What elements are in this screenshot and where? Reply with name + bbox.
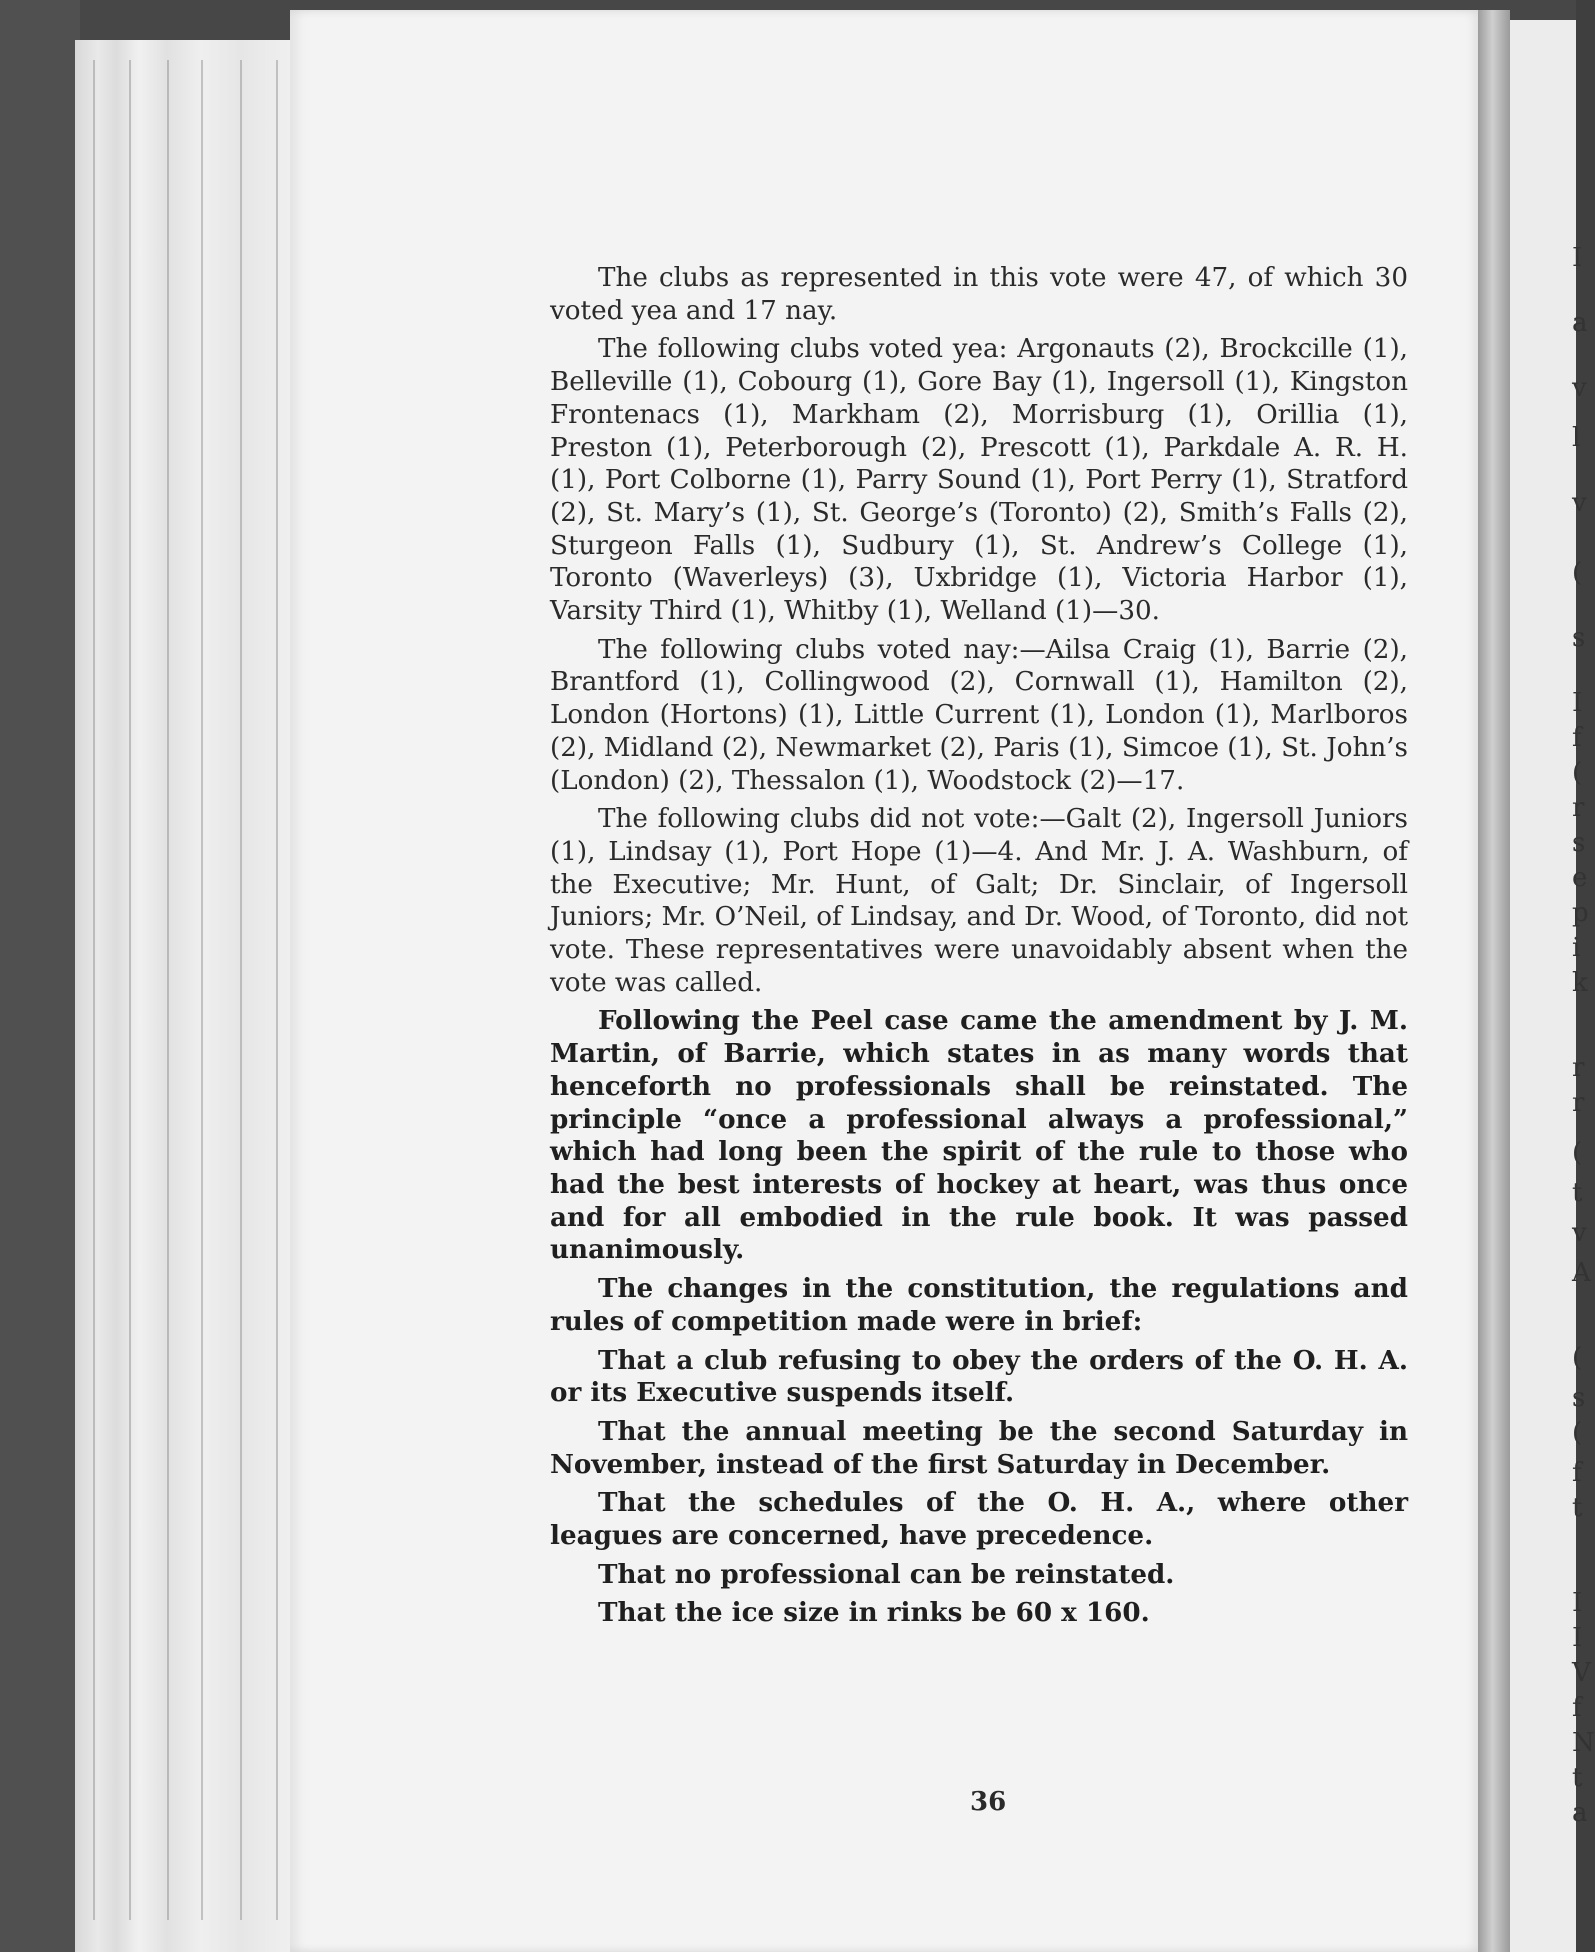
paragraph: The changes in the constitution, the regulations and rules of competition made were in brief: [550, 1273, 1408, 1337]
rule-item: That the annual meeting be the second Saturday in November, instead of the first Saturday in December. [550, 1415, 1408, 1480]
page-edge-line [167, 60, 169, 1920]
fragment-letter: N [1572, 1728, 1595, 1758]
rule-item: That the ice size in rinks be 60 x 160. [598, 1597, 1150, 1629]
paragraph: The following clubs voted yea: Argonauts (2), Brockcille (1), Belleville (1), Cobourg (1), Gore Bay (1), Ingersoll (1), Kingston Frontenacs (1), Markham (2), Morrisburg (1), Orillia (1), Preston (1), Peterborough (2), Prescott (1), Parkdale A. R. H. (1), Port Colborne (1), Parry Sound (1), Port Perry (1), Stratford (2), St. Mary’s (1), St. George’s (Toronto) (2), Smith’s Falls (2), Sturgeon Falls (1), Sudbury (1), St. Andrew’s College (1), Toronto (Waverleys) (3), Uxbridge (1), Victoria Harbor (1), Varsity Third (1), Whitby (1), Welland (1)—30. [550, 334, 1408, 627]
fragment-letter: a [1572, 1798, 1588, 1828]
paragraph: Following the Peel case came the amendment by J. M. Martin, of Barrie, which states in as many words that henceforth no professionals shall be reinstated. The principle “once a professional always a professional,” which had long been the spirit of the rule to those who had the best interests of hockey at heart, was thus once and for all embodied in the rule book. It was passed unanimously. [550, 1005, 1408, 1266]
fragment-letter: v [1572, 1218, 1587, 1248]
fragment-letter: r [1572, 793, 1585, 823]
book-page-edges [75, 40, 305, 1952]
adjacent-page-fragment [1510, 20, 1595, 1952]
fragment-letter: i [1572, 933, 1581, 963]
fragment-letter: I [1572, 688, 1583, 718]
fragment-letter: ( [1572, 1418, 1583, 1448]
fragment-letter: f [1572, 723, 1582, 753]
fragment-letter: ( [1572, 1138, 1583, 1168]
fragment-letter: f [1572, 1693, 1582, 1723]
page-edge-line [129, 60, 131, 1920]
fragment-letter: v [1572, 488, 1587, 518]
fragment-letter: a [1572, 308, 1588, 338]
fragment-letter: ( [1572, 758, 1583, 788]
fragment-letter: V [1572, 1658, 1591, 1688]
scan-background-left [0, 0, 80, 1952]
fragment-letter: e [1572, 863, 1588, 893]
fragment-letter: t [1572, 1178, 1583, 1208]
fragment-letter: k [1572, 968, 1588, 998]
fragment-letter: r [1572, 1088, 1585, 1118]
rule-item: That no professional can be reinstated. [598, 1558, 1175, 1590]
fragment-letter: A [1572, 1258, 1591, 1288]
fragment-letter: r [1572, 1053, 1585, 1083]
paragraph: The clubs as represented in this vote were 47, of which 30 voted yea and 17 nay. [550, 263, 1408, 326]
fragment-letter: I [1572, 243, 1583, 273]
fragment-letter: l [1572, 423, 1581, 453]
page-edge-line [93, 60, 95, 1920]
fragment-letter: I [1572, 1623, 1583, 1653]
rule-item: That a club refusing to obey the orders of the O. H. A. or its Executive suspends itself. [550, 1344, 1408, 1409]
fragment-letter: s [1572, 828, 1586, 858]
fragment-letter: v [1572, 373, 1587, 403]
paragraph: The following clubs did not vote:—Galt (2), Ingersoll Juniors (1), Lindsay (1), Port Hope (1)—4. And Mr. J. A. Washburn, of the Executive; Mr. Hunt, of Galt; Dr. Sinclair, of Ingersoll Juniors; Mr. O’Neil, of Lindsay, and Dr. Wood, of Toronto, did not vote. These representatives were unavoidably absent when the vote was called. [550, 804, 1408, 998]
paragraph: The following clubs voted nay:—Ailsa Craig (1), Barrie (2), Brantford (1), Collingwood (2), Cornwall (1), Hamilton (2), London (Hortons) (1), Little Current (1), London (1), Marlboros (2), Midland (2), Newmarket (2), Paris (1), Simcoe (1), St. John’s (London) (2), Thessalon (1), Woodstock (2)—17. [550, 634, 1408, 796]
page-text-block [550, 262, 1408, 1636]
fragment-letter: f [1572, 1458, 1582, 1488]
page-edge-line [201, 60, 203, 1920]
fragment-letter: s [1572, 1383, 1586, 1413]
fragment-letter: I [1572, 1588, 1583, 1618]
page-gutter-shadow [1478, 10, 1510, 1952]
fragment-letter: p [1572, 898, 1589, 928]
fragment-letter: t [1572, 1493, 1583, 1523]
fragment-letter: ( [1572, 1343, 1583, 1373]
rule-item: That the schedules of the O. H. A., where other leagues are concerned, have precedence. [550, 1487, 1408, 1552]
fragment-letter: s [1572, 623, 1586, 653]
fragment-letter: ( [1572, 558, 1583, 588]
page-edge-line [240, 60, 242, 1920]
fragment-letter: t [1572, 1763, 1583, 1793]
page-edge-line [276, 60, 278, 1920]
page-number: 36 [970, 1787, 1007, 1817]
